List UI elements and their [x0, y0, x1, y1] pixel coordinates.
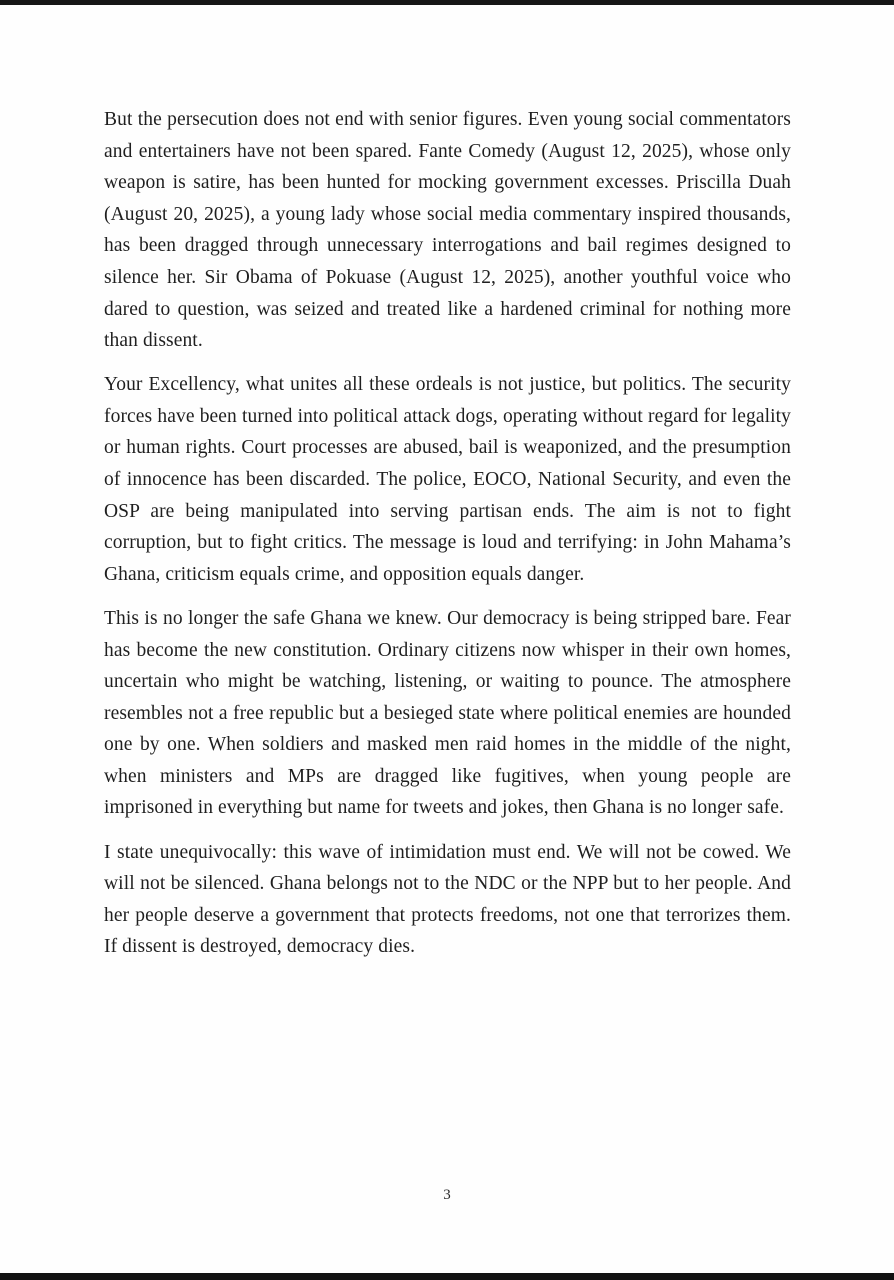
screen-edge-top-bar	[0, 0, 894, 5]
body-paragraph-4: I state unequivocally: this wave of intimidation must end. We will not be cowed. We will not be silenced. Ghana belongs not to the NDC or the NPP but to her people. And her people deserve a government that protects freedoms, not one that terrorizes them. If dissent is destroyed, democracy dies.	[104, 841, 791, 958]
page-number: 3	[443, 1187, 451, 1203]
body-paragraph-3: This is no longer the safe Ghana we knew. Our democracy is being stripped bare. Fear has become the new constitution. Ordinary citizens now whisper in their own homes, uncertain who might be watching, listening, or waiting to pounce. The atmosphere resembles not a free republic but a besieged state where political enemies are hounded one by one. When soldiers and masked men raid homes in the middle of the night, when ministers and MPs are dragged like fugitives, when young people are imprisoned in everything but name for tweets and jokes, then Ghana is no longer safe.	[104, 607, 791, 819]
letter-body	[104, 104, 791, 975]
body-paragraph-1: But the persecution does not end with senior figures. Even young social commentators and entertainers have not been spared. Fante Comedy (August 12, 2025), whose only weapon is satire, has been hunted for mocking government excesses. Priscilla Duah (August 20, 2025), a young lady whose social media commentary inspired thousands, has been dragged through unnecessary interrogations and bail regimes designed to silence her. Sir Obama of Pokuase (August 12, 2025), another youthful voice who dared to question, was seized and treated like a hardened criminal for nothing more than dissent.	[104, 109, 791, 352]
body-paragraph-2: Your Excellency, what unites all these ordeals is not justice, but politics. The security forces have been turned into political attack dogs, operating without regard for legality or human rights. Court processes are abused, bail is weaponized, and the presumption of innocence has been discarded. The police, EOCO, National Security, and even the OSP are being manipulated into serving partisan ends. The aim is not to fight corruption, but to fight critics. The message is loud and terrifying: in John Mahama’s Ghana, criticism equals crime, and opposition equals danger.	[104, 374, 791, 585]
screen-edge-bottom-bar	[0, 1273, 894, 1280]
